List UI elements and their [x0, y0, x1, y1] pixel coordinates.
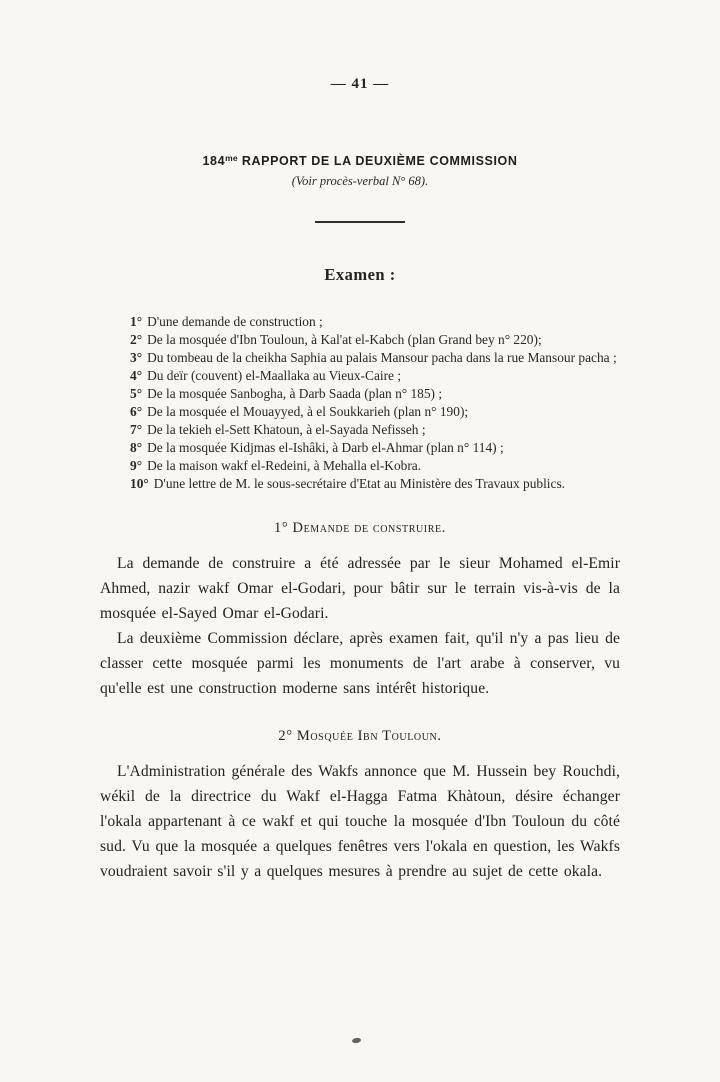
list-item	[130, 457, 620, 475]
list-item	[130, 439, 620, 457]
item-number: 4°	[130, 368, 143, 383]
list-item	[130, 475, 620, 493]
report-title-number: 184	[202, 154, 226, 168]
list-item	[130, 385, 620, 403]
list-item	[130, 403, 620, 421]
separator-rule	[315, 221, 405, 223]
item-number: 7°	[130, 422, 143, 437]
item-number: 6°	[130, 404, 143, 419]
item-text: De la mosquée Sanbogha, à Darb Saada (plan n° 185) ;	[147, 386, 443, 401]
list-item	[130, 367, 620, 385]
list-item	[130, 421, 620, 439]
item-number: 9°	[130, 458, 143, 473]
paragraph: La deuxième Commission déclare, après examen fait, qu'il n'y a pas lieu de classer cette mosquée parmi les monuments de l'art arabe à conserver, vu qu'elle est une construction moderne sans intérêt historique.	[100, 630, 620, 697]
section-heading: 2° Mosquée Ibn Touloun.	[278, 728, 442, 744]
item-number: 10°	[130, 476, 149, 491]
item-number: 1°	[130, 314, 143, 329]
list-item	[130, 349, 620, 367]
item-text: De la mosquée d'Ibn Touloun, à Kal'at el-Kabch (plan Grand bey n° 220);	[147, 332, 542, 347]
section-mosquee-ibn-touloun	[100, 728, 620, 884]
report-title	[100, 153, 620, 168]
item-text: De la tekieh el-Sett Khatoun, à el-Sayada Nefisseh ;	[147, 422, 426, 437]
item-number: 8°	[130, 440, 143, 455]
item-number: 5°	[130, 386, 143, 401]
page-number: — 41 —	[330, 76, 390, 92]
report-subtitle: (Voir procès-verbal N° 68).	[291, 174, 429, 188]
item-text: D'une lettre de M. le sous-secrétaire d'Etat au Ministère des Travaux publics.	[153, 476, 566, 491]
scan-artifact	[352, 1037, 362, 1043]
list-item	[130, 313, 620, 331]
section-demande-de-construire	[100, 520, 620, 701]
examen-heading: Examen :	[324, 265, 396, 284]
paragraph: L'Administration générale des Wakfs annonce que M. Hussein bey Rouchdi, wékil de la directrice du Wakf el-Hagga Fatma Khàtoun, désire échanger l'okala appartenant à ce wakf et qui touche la mosquée d'Ibn Touloun du côté sud. Vu que la mosquée a quelques fenêtres vers l'okala en question, les Wakfs voudraient savoir s'il y a quelques mesures à prendre au sujet de cette okala.	[100, 763, 620, 880]
examen-list	[130, 313, 620, 493]
item-text: De la maison wakf el-Redeini, à Mehalla el-Kobra.	[147, 458, 422, 473]
section-heading: 1° Demande de construire.	[274, 520, 446, 536]
item-text: D'une demande de construction ;	[147, 314, 323, 329]
paragraph: La demande de construire a été adressée par le sieur Mohamed el-Emir Ahmed, nazir wakf Omar el-Godari, pour bâtir sur le terrain vis-à-vis de la mosquée el-Sayed Omar el-Godari.	[100, 555, 620, 622]
item-text: De la mosquée Kidjmas el-Ishâki, à Darb el-Ahmar (plan n° 114) ;	[147, 440, 504, 455]
report-title-text: RAPPORT DE LA DEUXIÈME COMMISSION	[241, 154, 518, 168]
item-number: 3°	[130, 350, 143, 365]
item-text: Du tombeau de la cheikha Saphia au palais Mansour pacha dans la rue Mansour pacha ;	[147, 350, 617, 365]
item-text: Du deïr (couvent) el-Maallaka au Vieux-Caire ;	[147, 368, 402, 383]
list-item	[130, 331, 620, 349]
item-text: De la mosquée el Mouayyed, à el Soukkarieh (plan n° 190);	[147, 404, 469, 419]
item-number: 2°	[130, 332, 143, 347]
report-title-ordinal: me	[225, 153, 238, 163]
report-header	[100, 153, 620, 189]
